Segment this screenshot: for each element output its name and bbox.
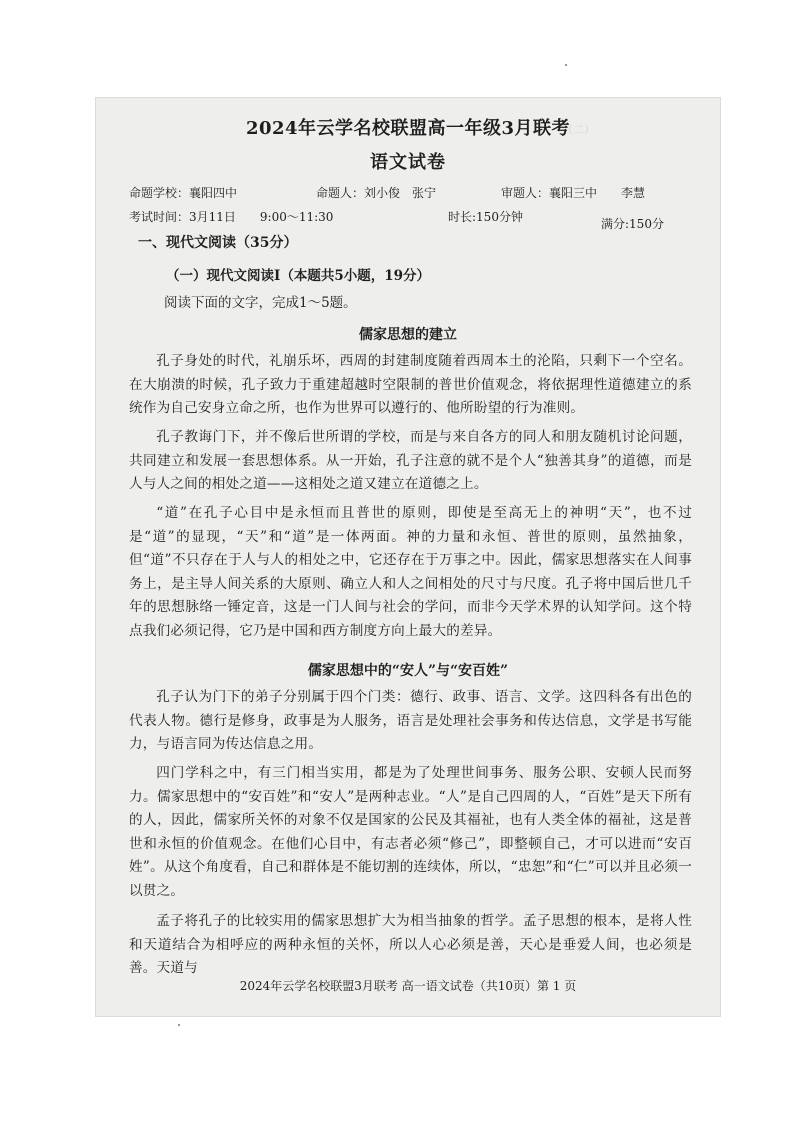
page-footer: 2024年云学名校联盟3月联考 高一语文试卷（共10页）第 1 页: [239, 979, 577, 993]
meta-duration: 时长:150分钟: [448, 210, 523, 224]
meta-school: 命题学校：襄阳四中: [129, 186, 238, 200]
article-heading-2: 儒家思想中的“安人”与“安百姓”: [307, 663, 509, 679]
instruction: 阅读下面的文字，完成1～5题。: [164, 295, 357, 311]
meta-reviewer: 审题人：襄阳三中 李慧: [501, 186, 646, 200]
article2-paragraph: 孟子将孔子的比较实用的儒家思想扩大为相当抽象的哲学。孟子思想的根本，是将人性和天道结合为相呼应的两种永恒的关怀，所以人心必须是善，天心是垂爱人间，也必须是善。天道与: [129, 913, 692, 976]
article2-paragraph: 四门学科之中，有三门相当实用，都是为了处理世间事务、服务公职、安顿人民而努力。儒家思想中的“安百姓”和“安人”是两种志业。“人”是自己四周的人，“百姓”是天下所有的人，因此，儒家所关怀的对象不仅是国家的公民及其福祉，也有人类全体的福祉，这是普世和永恒的价值观念。在他们心目中，有志者必须“修己”，即整顿自己，才可以进而“安百姓”。从这个角度看，自己和群体是不能切割的连续体，所以，“忠恕”和“仁”可以并且必须一以贯之。: [129, 765, 692, 899]
exam-page: [96, 98, 720, 1016]
section-title: 一、现代文阅读（35分）: [138, 235, 298, 251]
scan-speck: [178, 1024, 180, 1026]
exam-subject: 语文试卷: [370, 152, 446, 173]
meta-full-score: 满分:150分: [601, 217, 664, 231]
bleed-through-texture: （二）: [562, 123, 711, 136]
article-heading-1: 儒家思想的建立: [359, 327, 457, 343]
subsection-title: （一）现代文阅读Ⅰ（本题共5小题，19分）: [166, 268, 430, 284]
article1-paragraph: 孔子身处的时代，礼崩乐坏，西周的封建制度随着西周本土的沦陷，只剩下一个空名。在大崩溃的时候，孔子致力于重建超越时空限制的普世价值观念，将依据理性道德建立的系统作为自己安身立命之所，也作为世界可以遵行的、他所盼望的行为准则。: [129, 353, 692, 416]
scan-speck: [565, 64, 567, 66]
article1-paragraph: “道”在孔子心目中是永恒而且普世的原则，即使是至高无上的神明“天”，也不过是“道”的显现，“天”和“道”是一体两面。神的力量和永恒、普世的原则，虽然抽象，但“道”不只存在于人与人的相处之中，它还存在于万事之中。因此，儒家思想落实在人间事务上，是主导人间关系的大原则、确立人和人之间相处的尺寸与尺度。孔子将中国后世几千年的思想脉络一锤定音，这是一门人间与社会的学问，而非今天学术界的认知学问。这个特点我们必须记得，它乃是中国和西方制度方向上最大的差异。: [129, 505, 692, 639]
exam-title: 2024年云学名校联盟高一年级3月联考: [245, 118, 571, 139]
meta-exam-time: 考试时间：3月11日 9:00～11:30: [129, 210, 334, 224]
article1-paragraph: 孔子教诲门下，并不像后世所谓的学校，而是与来自各方的同人和朋友随机讨论问题，共同建立和发展一套思想体系。从一开始，孔子注意的就不是个人“独善其身”的道德，而是人与人之间的相处之道——这相处之道又建立在道德之上。: [129, 429, 692, 492]
article2-paragraph: 孔子认为门下的弟子分别属于四个门类：德行、政事、语言、文学。这四科各有出色的代表人物。德行是修身，政事是为人服务，语言是处理社会事务和传达信息，文学是书写能力，与语言同为传达信息之用。: [129, 689, 692, 752]
meta-author: 命题人：刘小俊 张宁: [316, 186, 437, 200]
